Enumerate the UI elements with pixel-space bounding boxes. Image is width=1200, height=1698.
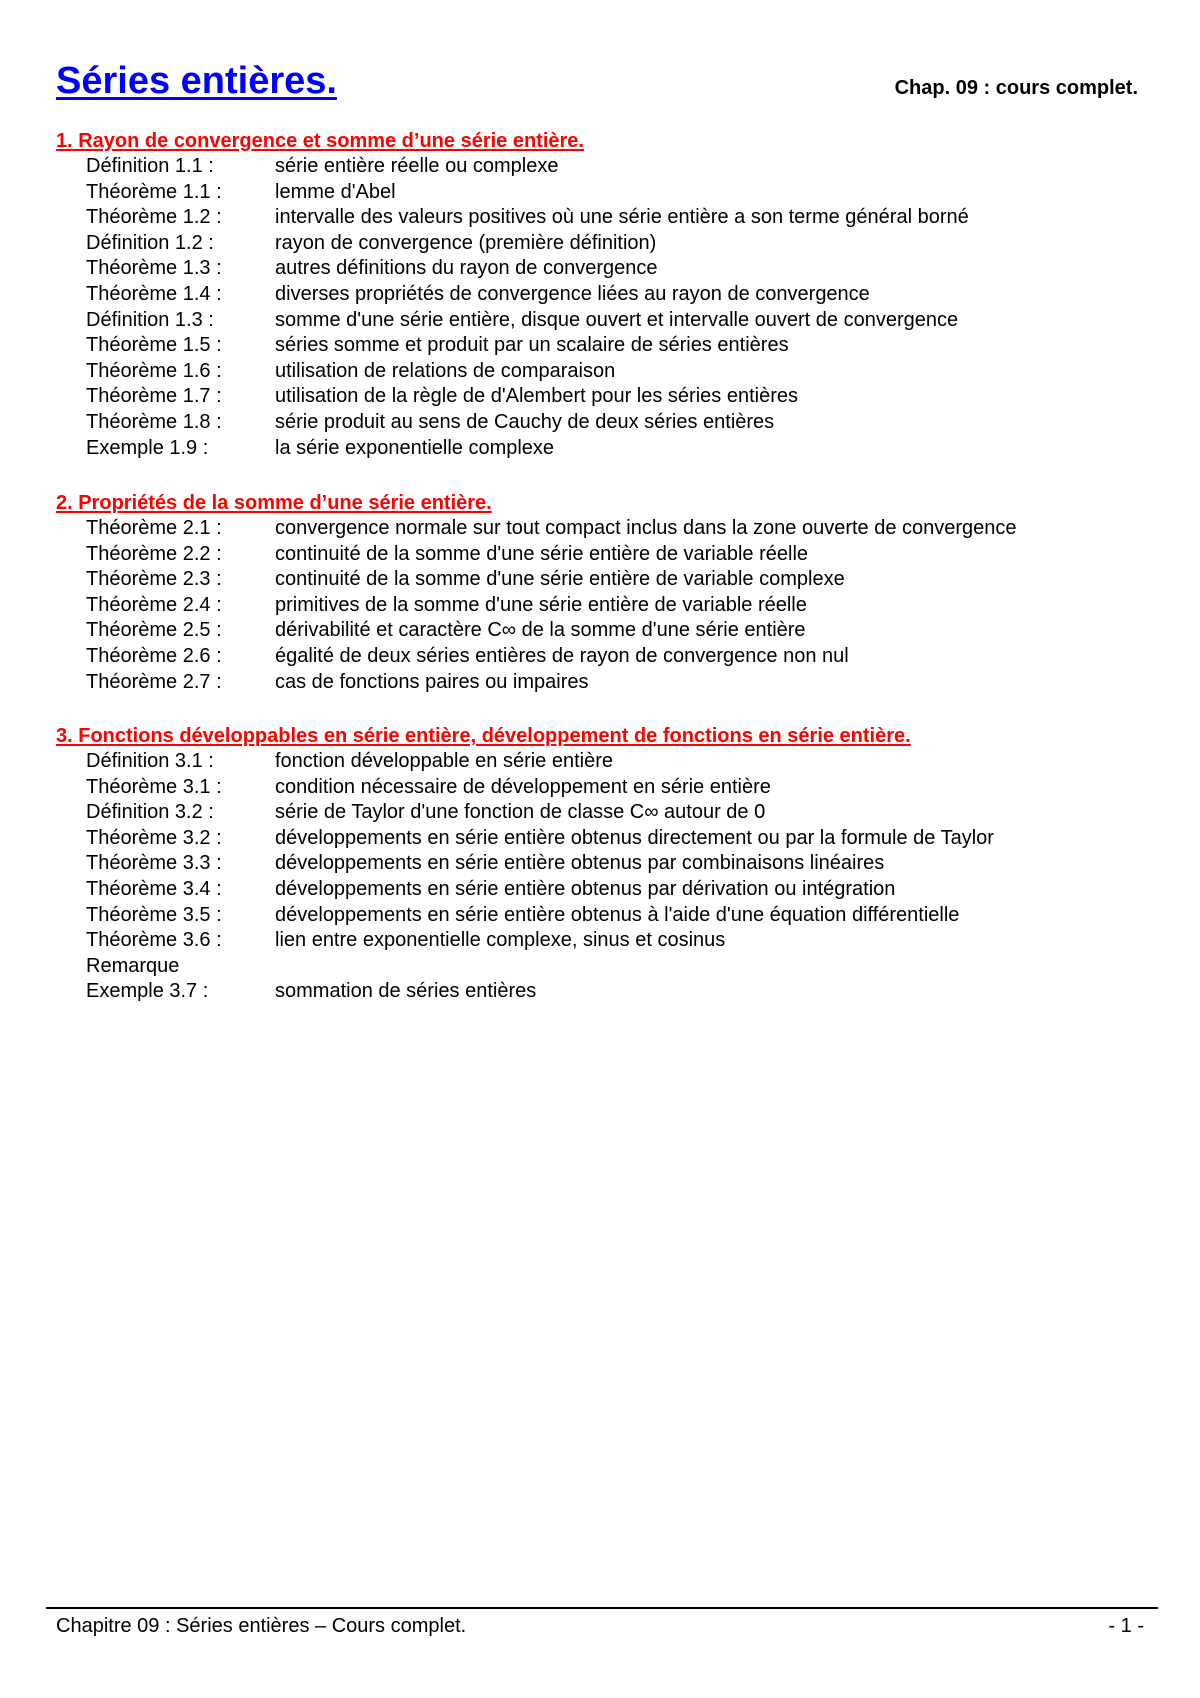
toc-entry bbox=[56, 282, 969, 308]
toc-entry bbox=[56, 384, 969, 410]
toc-entry bbox=[56, 410, 969, 436]
entry-label: Théorème 3.1 : bbox=[86, 775, 222, 798]
entry-description: lien entre exponentielle complexe, sinus et cosinus bbox=[275, 929, 726, 952]
section-2 bbox=[56, 490, 1017, 695]
toc-entry bbox=[56, 826, 994, 852]
entry-description: développements en série entière obtenus par dérivation ou intégration bbox=[275, 877, 896, 900]
page-number: - 1 - bbox=[1108, 1615, 1144, 1637]
toc-entry bbox=[56, 954, 994, 980]
toc-entry bbox=[56, 618, 1017, 644]
entry-description: utilisation de relations de comparaison bbox=[275, 359, 616, 382]
chapter-label: Chap. 09 : cours complet. bbox=[894, 77, 1138, 99]
entry-description: sommation de séries entières bbox=[275, 980, 537, 1003]
entry-label: Exemple 3.7 : bbox=[86, 980, 209, 1003]
toc-entry bbox=[56, 903, 994, 929]
entry-label: Théorème 3.5 : bbox=[86, 903, 222, 926]
toc-entry bbox=[56, 516, 1017, 542]
entry-label: Théorème 2.1 : bbox=[86, 517, 222, 539]
entry-label: Définition 3.2 : bbox=[86, 801, 214, 824]
entry-label: Théorème 2.6 : bbox=[86, 644, 222, 667]
toc-entry bbox=[56, 256, 969, 282]
section-heading: 3. Fonctions développables en série entière, développement de fonctions en série entière. bbox=[56, 725, 911, 747]
entry-label: Remarque bbox=[86, 954, 180, 977]
entry-label: Définition 1.3 : bbox=[86, 308, 214, 331]
entry-description: la série exponentielle complexe bbox=[275, 436, 555, 459]
entry-description: fonction développable en série entière bbox=[275, 750, 614, 772]
toc-entry bbox=[56, 877, 994, 903]
entry-label: Théorème 1.3 : bbox=[86, 257, 222, 280]
entry-description: série de Taylor d'une fonction de classe C∞ autour de 0 bbox=[275, 801, 766, 824]
entry-label: Définition 3.1 : bbox=[86, 750, 214, 772]
entry-label: Théorème 3.3 : bbox=[86, 852, 222, 875]
section-heading: 2. Propriétés de la somme d’une série entière. bbox=[56, 492, 492, 514]
toc-entry bbox=[56, 928, 994, 954]
toc-entry bbox=[56, 205, 969, 231]
toc-entry bbox=[56, 542, 1017, 568]
entry-label: Théorème 1.6 : bbox=[86, 359, 222, 382]
entry-label: Théorème 2.3 : bbox=[86, 568, 222, 591]
section-3 bbox=[56, 723, 994, 1005]
entry-description: séries somme et produit par un scalaire de séries entières bbox=[275, 334, 789, 357]
entry-label: Théorème 1.5 : bbox=[86, 334, 222, 357]
entry-description: primitives de la somme d'une série entière de variable réelle bbox=[275, 593, 807, 616]
entry-list bbox=[56, 154, 969, 461]
entry-label: Théorème 3.6 : bbox=[86, 929, 222, 952]
entry-list bbox=[56, 749, 994, 1005]
entry-description: lemme d'Abel bbox=[275, 180, 396, 203]
entry-label: Définition 1.2 : bbox=[86, 231, 214, 254]
toc-entry bbox=[56, 979, 994, 1005]
section-heading: 1. Rayon de convergence et somme d’une série entière. bbox=[56, 130, 584, 152]
entry-description: dérivabilité et caractère C∞ de la somme d'une série entière bbox=[275, 619, 806, 642]
section-1 bbox=[56, 128, 969, 461]
page-title: Séries entières. bbox=[56, 60, 337, 102]
entry-description: cas de fonctions paires ou impaires bbox=[275, 670, 589, 693]
entry-description: série produit au sens de Cauchy de deux séries entières bbox=[275, 410, 775, 433]
entry-description: intervalle des valeurs positives où une série entière a son terme général borné bbox=[275, 206, 969, 229]
entry-label: Théorème 3.4 : bbox=[86, 877, 222, 900]
toc-entry bbox=[56, 231, 969, 257]
entry-label: Théorème 1.2 : bbox=[86, 206, 222, 229]
entry-label: Théorème 2.7 : bbox=[86, 670, 222, 693]
toc-entry bbox=[56, 567, 1017, 593]
entry-description: rayon de convergence (première définition) bbox=[275, 231, 657, 254]
entry-description: somme d'une série entière, disque ouvert et intervalle ouvert de convergence bbox=[275, 308, 959, 331]
entry-label: Exemple 1.9 : bbox=[86, 436, 209, 459]
entry-description: continuité de la somme d'une série entière de variable complexe bbox=[275, 568, 845, 591]
entry-label: Théorème 2.4 : bbox=[86, 593, 222, 616]
toc-entry bbox=[56, 308, 969, 334]
entry-label: Théorème 1.8 : bbox=[86, 410, 222, 433]
entry-label: Définition 1.1 : bbox=[86, 155, 214, 177]
entry-description: développements en série entière obtenus par combinaisons linéaires bbox=[275, 852, 885, 875]
toc-entry bbox=[56, 851, 994, 877]
entry-label: Théorème 2.2 : bbox=[86, 542, 222, 565]
entry-label: Théorème 1.1 : bbox=[86, 180, 222, 203]
toc-entry bbox=[56, 800, 994, 826]
entry-description: diverses propriétés de convergence liées au rayon de convergence bbox=[275, 282, 870, 305]
toc-entry bbox=[56, 593, 1017, 619]
toc-entry bbox=[56, 749, 994, 775]
entry-label: Théorème 1.7 : bbox=[86, 385, 222, 408]
toc-entry bbox=[56, 154, 969, 180]
entry-description: autres définitions du rayon de convergence bbox=[275, 257, 658, 280]
toc-entry bbox=[56, 333, 969, 359]
entry-label: Théorème 2.5 : bbox=[86, 619, 222, 642]
entry-description: convergence normale sur tout compact inclus dans la zone ouverte de convergence bbox=[275, 517, 1017, 539]
toc-entry bbox=[56, 670, 1017, 696]
footer-text: Chapitre 09 : Séries entières – Cours complet. bbox=[56, 1615, 467, 1637]
toc-entry bbox=[56, 180, 969, 206]
entry-description: développements en série entière obtenus directement ou par la formule de Taylor bbox=[275, 826, 994, 849]
entry-list bbox=[56, 516, 1017, 695]
toc-entry bbox=[56, 644, 1017, 670]
toc-entry bbox=[56, 775, 994, 801]
entry-description: égalité de deux séries entières de rayon de convergence non nul bbox=[275, 644, 849, 667]
entry-description: série entière réelle ou complexe bbox=[275, 155, 559, 177]
entry-description: développements en série entière obtenus à l'aide d'une équation différentielle bbox=[275, 903, 960, 926]
entry-description: condition nécessaire de développement en série entière bbox=[275, 775, 771, 798]
entry-description: continuité de la somme d'une série entière de variable réelle bbox=[275, 542, 809, 565]
footer-divider bbox=[46, 1607, 1158, 1609]
toc-entry bbox=[56, 436, 969, 462]
toc-entry bbox=[56, 359, 969, 385]
entry-description: utilisation de la règle de d'Alembert pour les séries entières bbox=[275, 385, 798, 408]
entry-label: Théorème 1.4 : bbox=[86, 282, 222, 305]
entry-label: Théorème 3.2 : bbox=[86, 826, 222, 849]
